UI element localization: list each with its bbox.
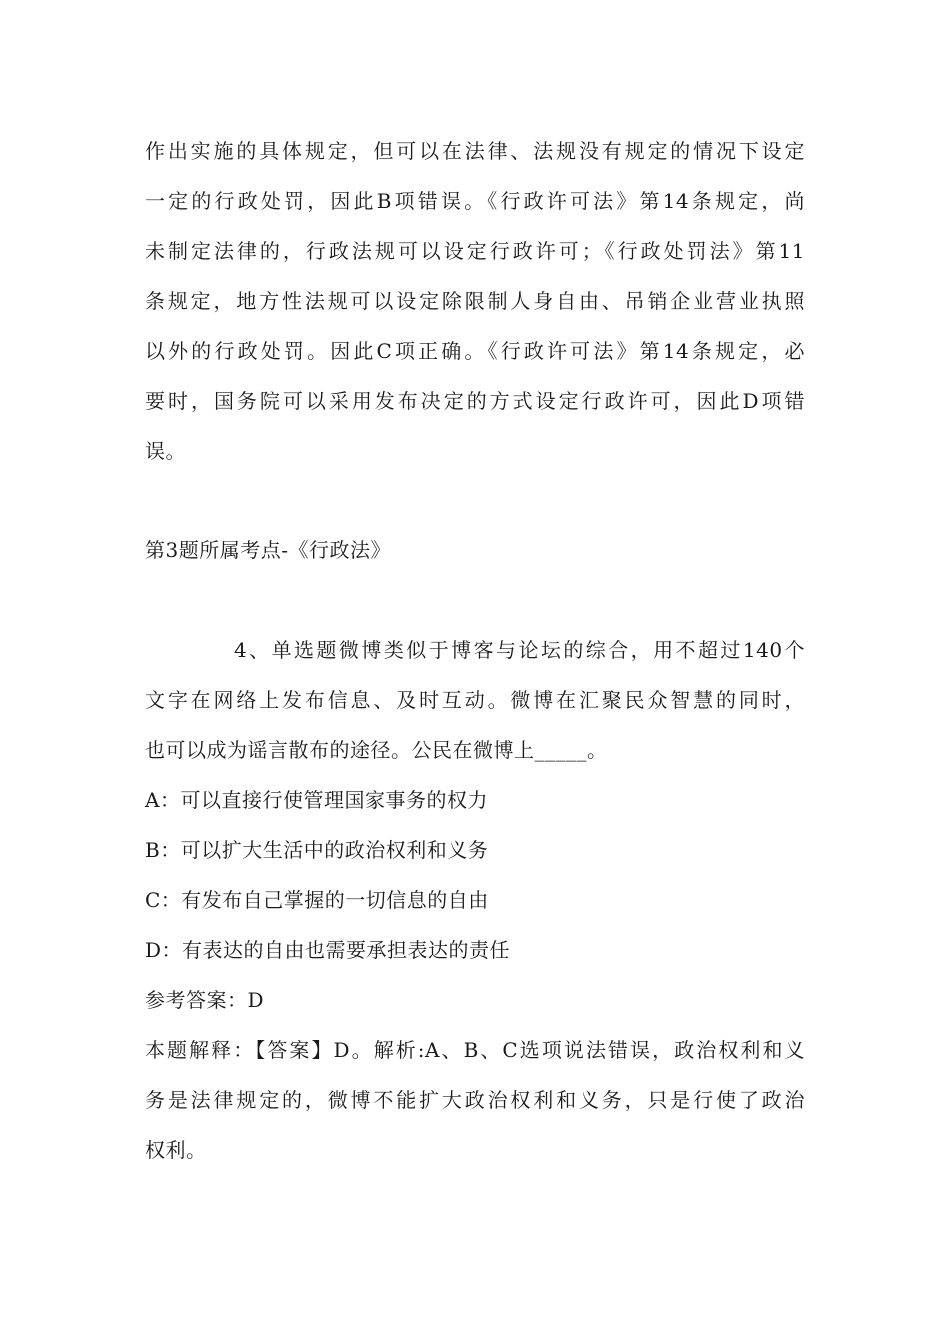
answer-explanation-line: 权利。 [145, 1138, 207, 1162]
answer-explanation-line: 务是法律规定的，微博不能扩大政治权利和义务，只是行使了政治 [145, 1088, 805, 1112]
question-stem-line: 也可以成为谣言散布的途径。公民在微博上_____。 [145, 738, 608, 762]
option-b: B：可以扩大生活中的政治权利和义务 [145, 838, 489, 862]
option-d: D：有表达的自由也需要承担表达的责任 [145, 938, 511, 962]
explanation-line: 条规定，地方性法规可以设定除限制人身自由、吊销企业营业执照 [145, 289, 805, 313]
explanation-line: 要时，国务院可以采用发布决定的方式设定行政许可，因此D项错 [145, 389, 805, 413]
topic-note: 第3题所属考点-《行政法》 [145, 538, 391, 562]
question-stem-line: 文字在网络上发布信息、及时互动。微博在汇聚民众智慧的同时， [145, 688, 805, 712]
explanation-line: 未制定法律的，行政法规可以设定行政许可；《行政处罚法》第11 [145, 239, 805, 263]
question-stem-line: 4、单选题微博类似于博客与论坛的综合，用不超过140个 [234, 638, 805, 662]
answer-explanation-line: 本题解释：【答案】D。解析:A、B、C选项说法错误，政治权利和义 [145, 1038, 805, 1062]
explanation-line: 误。 [145, 439, 186, 463]
explanation-line: 作出实施的具体规定，但可以在法律、法规没有规定的情况下设定 [145, 139, 805, 163]
reference-answer: 参考答案：D [145, 988, 265, 1012]
explanation-line: 以外的行政处罚。因此C项正确。《行政许可法》第14条规定，必 [145, 339, 805, 363]
option-a: A：可以直接行使管理国家事务的权力 [145, 788, 488, 812]
option-c: C：有发布自己掌握的一切信息的自由 [145, 888, 489, 912]
explanation-line: 一定的行政处罚，因此B项错误。《行政许可法》第14条规定，尚 [145, 189, 805, 213]
